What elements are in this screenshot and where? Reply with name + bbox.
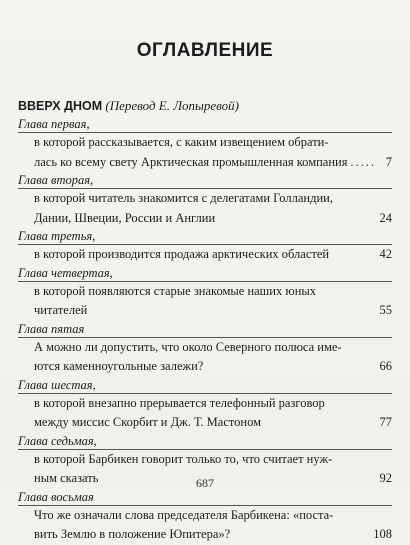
- chapter-page-number: 7: [385, 154, 392, 169]
- chapter-line: [34, 153, 392, 173]
- section-name: ВВЕРХ ДНОМ: [18, 99, 103, 113]
- chapter-page-number: 55: [379, 303, 392, 317]
- chapter-text: лась ко всему свету Арктическая промышленная компания: [34, 154, 348, 169]
- toc-entry: [18, 172, 392, 228]
- chapter-line: [34, 282, 392, 302]
- chapter-text: вить Землю в положение Юпитера»?: [34, 527, 231, 541]
- chapter-line: [34, 394, 392, 414]
- dot-leader: .....: [350, 154, 376, 169]
- chapter-page-number: 24: [379, 210, 392, 225]
- chapter-page-number: 77: [379, 415, 392, 429]
- chapter-text: между миссис Скорбит и Дж. Т. Мастоном: [34, 415, 262, 429]
- chapter-text: в которой Барбикен говорит только то, что считает нуж-: [34, 451, 333, 466]
- chapter-text: Что же означали слова председателя Барбикена: «поста-: [34, 507, 334, 522]
- chapter-label: Глава шестая,: [18, 377, 392, 394]
- chapter-text: в которой производится продажа арктических областей: [34, 247, 330, 261]
- chapter-line: [34, 189, 392, 209]
- chapter-line: [34, 301, 392, 321]
- toc-entry: [18, 116, 392, 172]
- chapter-text: в которой внезапно прерывается телефонный разговор: [34, 395, 325, 410]
- section-translator: (Перевод Е. Лопыревой): [105, 98, 239, 113]
- chapter-page-number: 66: [379, 359, 392, 373]
- chapter-line: [34, 450, 392, 470]
- page-title: ОГЛАВЛЕНИЕ: [136, 40, 274, 61]
- chapter-line: [34, 506, 392, 526]
- page-number: 687: [196, 476, 214, 490]
- toc-entry: [18, 377, 392, 433]
- chapter-text: в которой читатель знакомится с делегатами Голландии,: [34, 191, 333, 205]
- toc-entry: [18, 265, 392, 321]
- chapter-text: читателей: [34, 303, 88, 317]
- chapter-label: Глава третья,: [18, 228, 392, 245]
- chapter-label: Глава седьмая,: [18, 433, 392, 450]
- chapter-label: Глава первая,: [18, 116, 392, 133]
- toc-entry: [18, 489, 392, 545]
- chapter-label: Глава восьмая: [18, 489, 392, 506]
- chapter-label: Глава пятая: [18, 321, 392, 338]
- chapter-description: [18, 133, 392, 172]
- chapter-description: [18, 506, 392, 545]
- toc-entry: [18, 321, 392, 377]
- chapter-label: Глава вторая,: [18, 172, 392, 189]
- section-heading: [18, 98, 239, 114]
- toc-entry: [18, 228, 392, 265]
- chapter-text: в которой появляются старые знакомые наших юных: [34, 283, 317, 298]
- chapter-line: [34, 413, 392, 433]
- chapter-page-number: 92: [379, 471, 392, 485]
- chapter-text: ным сказать: [34, 471, 99, 485]
- chapter-text: в которой рассказывается, с каким извещением обрати-: [34, 135, 329, 149]
- chapter-page-number: 42: [379, 247, 392, 261]
- chapter-line: [34, 357, 392, 377]
- chapter-line: [34, 338, 392, 358]
- chapter-label: Глава четвертая,: [18, 265, 392, 282]
- chapter-text: Дании, Швеции, России и Англии: [34, 210, 216, 225]
- chapter-description: [18, 394, 392, 433]
- chapter-description: [18, 282, 392, 321]
- chapter-description: [18, 245, 392, 265]
- chapter-line: [34, 245, 392, 265]
- chapter-line: [34, 209, 392, 229]
- chapter-description: [18, 189, 392, 228]
- chapter-description: [18, 338, 392, 377]
- chapter-line: [34, 525, 392, 545]
- chapter-text: А можно ли допустить, что около Северного полюса име-: [34, 339, 342, 354]
- chapter-line: [34, 133, 392, 153]
- chapter-page-number: 108: [373, 527, 392, 541]
- chapter-text: ются каменноугольные залежи?: [34, 359, 204, 373]
